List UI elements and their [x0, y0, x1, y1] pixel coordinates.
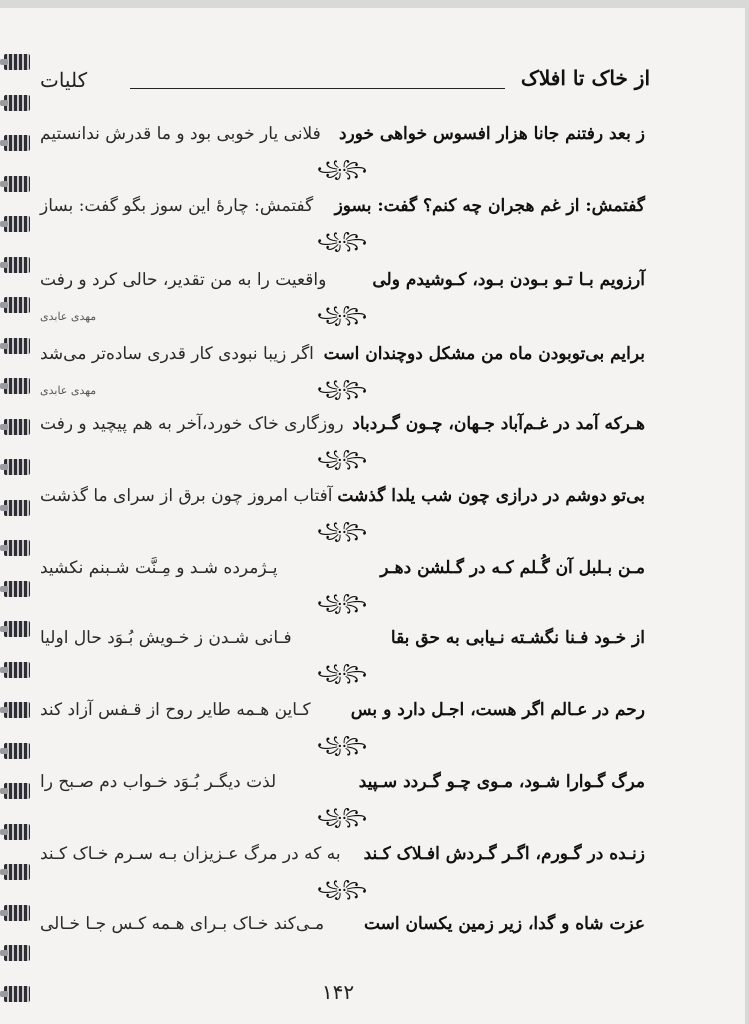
spiral-coil: [4, 216, 30, 232]
verse-item: [40, 344, 645, 414]
verse-second-hemistich: پـژمرده شـد و مِـنَّت شـبنم نکشید: [40, 558, 278, 578]
verse-ornament-icon: ꧁꧂: [317, 449, 367, 468]
verse-first-hemistich: مـن بـلبل آن گُـلم کـه در گـلشن دهـر: [380, 558, 645, 578]
spiral-coil: [4, 945, 30, 961]
verse-second-hemistich: اگر زیبا نبودی کار قدری ساده‌تر می‌شد: [40, 344, 314, 364]
spiral-coil: [4, 540, 30, 556]
verse-item: [40, 486, 645, 556]
verse-attribution: مهدی عابدی: [40, 384, 97, 397]
verse-item: [40, 124, 645, 194]
verse-ornament-icon: ꧁꧂: [317, 159, 367, 178]
verse-second-hemistich: به که در مرگ عـزیزان بـه سـرم خـاک کـند: [40, 844, 341, 864]
verse-first-hemistich: بی‌تو دوشم در درازی چون شب یلدا گذشت: [337, 486, 645, 506]
spiral-coil: [4, 864, 30, 880]
spiral-coil: [4, 257, 30, 273]
verse-first-hemistich: مرگ گـوارا شـود، مـوی چـو گـردد سـپید: [358, 772, 645, 792]
verse-second-hemistich: فـانی شـدن ز خـویش بُـوَد حال اولیا: [40, 628, 292, 648]
verse-first-hemistich: زنـده در گـورم، اگـر گـردش افـلاک کـند: [363, 844, 645, 864]
verse-item: [40, 914, 645, 984]
spiral-coil: [4, 297, 30, 313]
verse-item: [40, 844, 645, 914]
verse-first-hemistich: عزت شاه و گدا، زیر زمین یکسان است: [363, 914, 645, 934]
verse-ornament-icon: ꧁꧂: [317, 379, 367, 398]
page-number: ۱۴۲: [321, 980, 355, 1004]
verse-item: [40, 700, 645, 770]
verse-first-hemistich: هـرکه آمد در غـم‌آباد جـهان، چـون گـردباد: [352, 414, 645, 434]
spiral-coil: [4, 905, 30, 921]
verse-first-hemistich: ز بعد رفتنم جانا هزار افسوس خواهی خورد: [338, 124, 645, 144]
verse-first-hemistich: گفتمش: از غم هجران چه کنم؟ گفت: بسوز: [334, 196, 645, 216]
spiral-coil: [4, 743, 30, 759]
spiral-binding: [0, 34, 34, 1024]
book-title: از خاک تا افلاک: [520, 66, 650, 90]
verse-item: [40, 628, 645, 698]
verse-second-hemistich: گفتمش: چارهٔ این سوز بگو گفت: بساز: [40, 196, 314, 216]
page-top-edge: [0, 0, 749, 8]
verse-ornament-icon: ꧁꧂: [317, 879, 367, 898]
verse-second-hemistich: فلانی یار خوبی بود و ما قدرش ندانستیم: [40, 124, 321, 144]
spiral-coil: [4, 459, 30, 475]
verse-ornament-icon: ꧁꧂: [317, 735, 367, 754]
verse-ornament-icon: ꧁꧂: [317, 663, 367, 682]
verse-second-hemistich: واقعیت را به من تقدیر، حالی کرد و رفت: [40, 270, 327, 290]
spiral-coil: [4, 378, 30, 394]
verse-item: [40, 270, 645, 340]
verse-second-hemistich: مـی‌کند خـاک بـرای هـمه کـس جـا خـالی: [40, 914, 325, 934]
section-title: کلیات: [40, 68, 88, 92]
spiral-coil: [4, 338, 30, 354]
verse-first-hemistich: رحم در عـالم اگر هست، اجـل دارد و بس: [350, 700, 645, 720]
verse-attribution: مهدی عابدی: [40, 310, 97, 323]
verse-first-hemistich: برایم بی‌توبودن ماه من مشکل دوچندان است: [323, 344, 645, 364]
verse-item: [40, 558, 645, 628]
verse-ornament-icon: ꧁꧂: [317, 231, 367, 250]
spiral-coil: [4, 621, 30, 637]
spiral-coil: [4, 986, 30, 1002]
verse-second-hemistich: کـاین هـمه طایر روح از قـفس آزاد کند: [40, 700, 311, 720]
verse-ornament-icon: ꧁꧂: [317, 593, 367, 612]
spiral-coil: [4, 176, 30, 192]
verse-item: [40, 772, 645, 842]
verse-second-hemistich: آفتاب امروز چون برق از سرای ما گذشت: [40, 486, 333, 506]
spiral-coil: [4, 419, 30, 435]
verse-first-hemistich: آرزویم بـا تـو بـودن بـود، کـوشیدم ولی: [372, 270, 645, 290]
verse-ornament-icon: ꧁꧂: [317, 807, 367, 826]
verse-second-hemistich: لذت دیگـر بُـوَد خـواب دم صـبح را: [40, 772, 277, 792]
spiral-coil: [4, 54, 30, 70]
verse-item: [40, 414, 645, 484]
header-rule: [130, 88, 505, 89]
spiral-coil: [4, 783, 30, 799]
spiral-coil: [4, 135, 30, 151]
spiral-coil: [4, 662, 30, 678]
spiral-coil: [4, 702, 30, 718]
verse-second-hemistich: روزگاری خاک خورد،آخر به هم پیچید و رفت: [40, 414, 344, 434]
verse-first-hemistich: از خـود فـنا نگشـته نـیابی به حق بقا: [390, 628, 645, 648]
running-header: [40, 66, 650, 96]
spiral-coil: [4, 500, 30, 516]
spiral-coil: [4, 95, 30, 111]
verse-item: [40, 196, 645, 266]
spiral-coil: [4, 824, 30, 840]
verse-ornament-icon: ꧁꧂: [317, 305, 367, 324]
spiral-coil: [4, 581, 30, 597]
verse-ornament-icon: ꧁꧂: [317, 521, 367, 540]
